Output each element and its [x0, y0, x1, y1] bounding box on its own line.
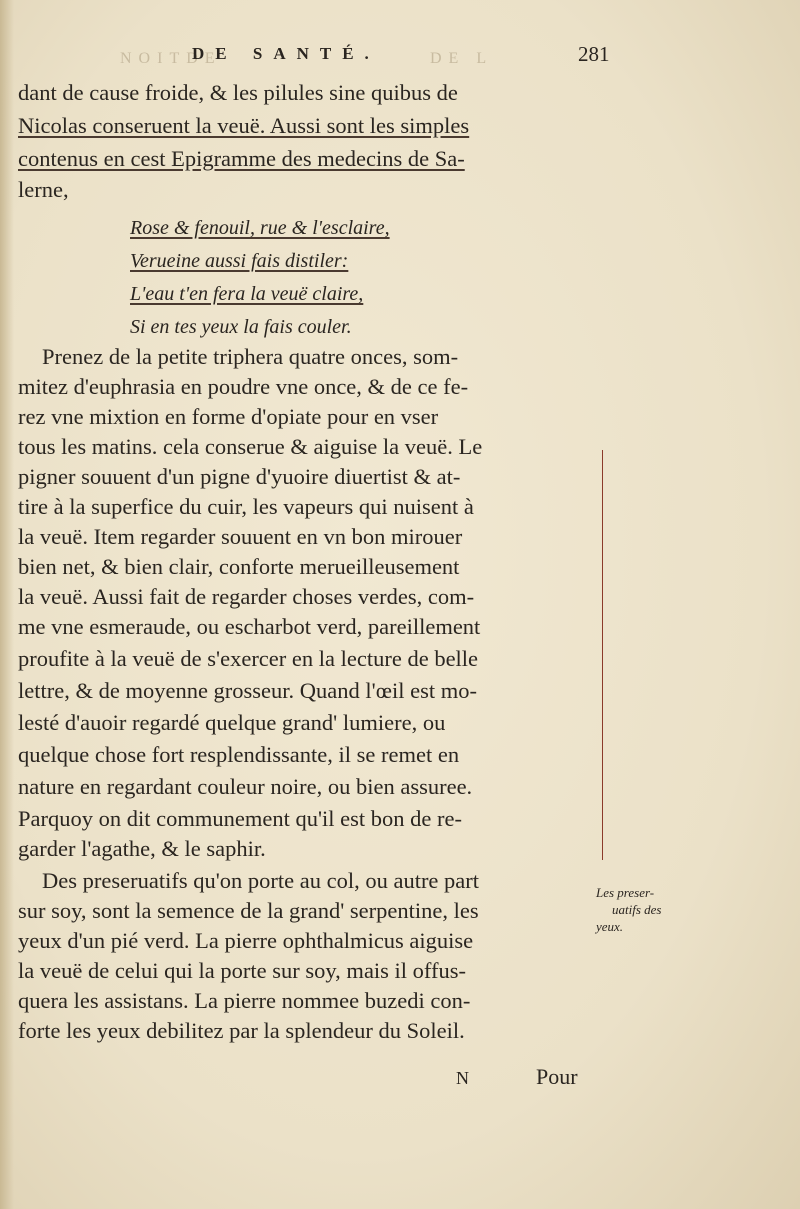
- text-line: lesté d'auoir regardé quelque grand' lumiere, ou: [18, 710, 446, 735]
- margin-note-line: Les preser-: [596, 885, 655, 900]
- margin-note-line: uatifs des: [612, 902, 662, 917]
- text-line: la veuë de celui qui la porte sur soy, mais il offus-: [18, 958, 467, 983]
- text-line: tous les matins. cela conserue & aiguise la veuë. Le: [18, 434, 483, 459]
- text-line: Nicolas conseruent la veuë. Aussi sont les simples: [18, 113, 470, 138]
- show-through-text-right: DE L: [430, 50, 494, 67]
- page-number: 281: [578, 42, 610, 66]
- text-line: Des preseruatifs qu'on porte au col, ou autre part: [42, 868, 480, 893]
- margin-note: [596, 884, 706, 935]
- text-line: quelque chose fort resplendissante, il se remet en: [18, 742, 460, 767]
- text-line: garder l'agathe, & le saphir.: [18, 836, 266, 861]
- text-line: proufite à la veuë de s'exercer en la lecture de belle: [18, 646, 479, 671]
- text-line: pigner souuent d'un pigne d'yuoire diuertist & at-: [18, 464, 461, 489]
- running-head: [0, 44, 800, 70]
- text-line: rez vne mixtion en forme d'opiate pour en vser: [18, 404, 439, 429]
- text-line: nature en regardant couleur noire, ou bien assuree.: [18, 774, 473, 799]
- text-line: Prenez de la petite triphera quatre onces, som-: [42, 344, 459, 369]
- signature-mark: N: [456, 1068, 469, 1088]
- text-line: contenus en cest Epigramme des medecins de Sa-: [18, 146, 465, 171]
- verse-line: Rose & fenouil, rue & l'esclaire,: [130, 217, 390, 239]
- text-line: forte les yeux debilitez par la splendeur du Soleil.: [18, 1018, 465, 1043]
- text-line: sur soy, sont la semence de la grand' serpentine, les: [18, 898, 479, 923]
- text-line: yeux d'un pié verd. La pierre ophthalmicus aiguise: [18, 928, 474, 953]
- running-title: DE SANTÉ.: [192, 44, 380, 63]
- text-line: tire à la superfice du cuir, les vapeurs qui nuisent à: [18, 494, 474, 519]
- text-line: me vne esmeraude, ou escharbot verd, pareillement: [18, 614, 481, 639]
- text-line: la veuë. Item regarder souuent en vn bon mirouer: [18, 524, 463, 549]
- text-line: lettre, & de moyenne grosseur. Quand l'œil est mo-: [18, 678, 477, 703]
- text-line: lerne,: [18, 177, 69, 202]
- catchword: Pour: [536, 1064, 578, 1089]
- text-line: bien net, & bien clair, conforte merueilleusement: [18, 554, 460, 579]
- text-line: la veuë. Aussi fait de regarder choses verdes, com-: [18, 584, 475, 609]
- verse-line: L'eau t'en fera la veuë claire,: [130, 283, 364, 305]
- annotation-bracket: [594, 450, 603, 860]
- text-line: mitez d'euphrasia en poudre vne once, & de ce fe-: [18, 374, 469, 399]
- margin-note-line: yeux.: [596, 919, 624, 934]
- verse-line: Verueine aussi fais distiler:: [130, 250, 349, 272]
- page-gutter-shadow: [0, 0, 14, 1209]
- verse-line: Si en tes yeux la fais couler.: [130, 316, 352, 338]
- text-line: dant de cause froide, & les pilules sine quibus de: [18, 80, 458, 105]
- text-line: quera les assistans. La pierre nommee buzedi con-: [18, 988, 471, 1013]
- text-line: Parquoy on dit communement qu'il est bon de re-: [18, 806, 462, 831]
- show-through-text-left: NOITDE: [120, 50, 222, 67]
